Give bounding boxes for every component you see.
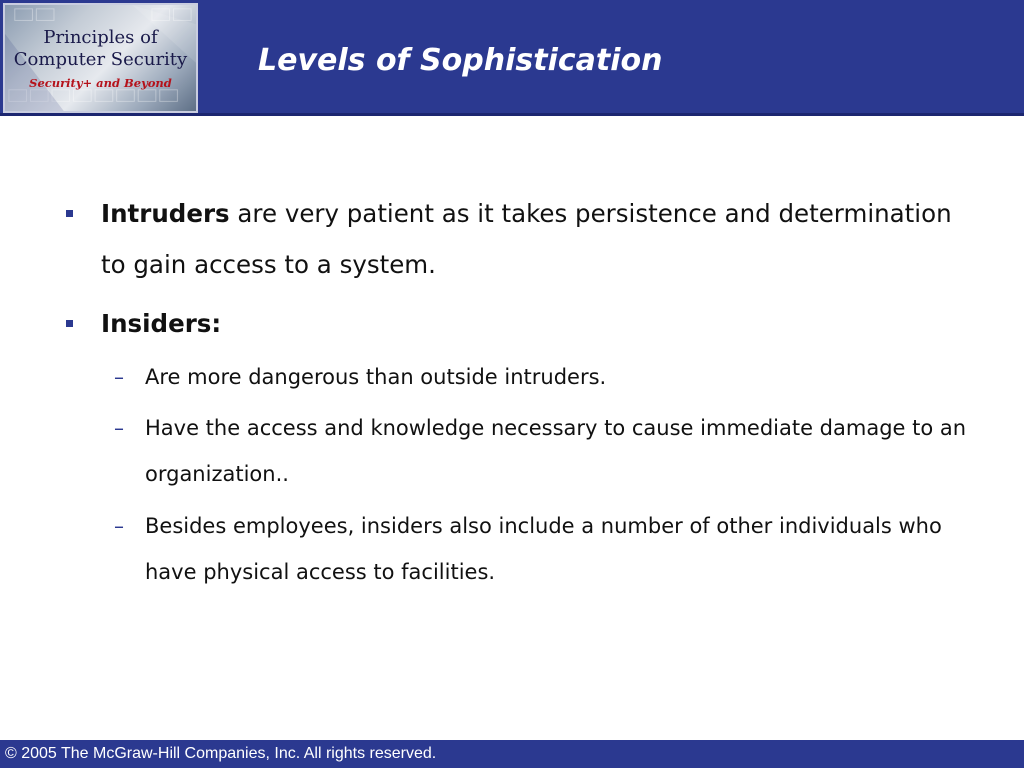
square-bullet-icon [66,320,73,327]
slide-title: Levels of Sophistication [258,43,663,78]
copyright-notice: © 2005 The McGraw-Hill Companies, Inc. All rights reserved. [5,745,437,762]
logo-title-line-2: Computer Security [13,49,188,70]
dash-bullet-icon: – [114,365,124,389]
sub-item: Are more dangerous than outside intruders. [145,365,607,389]
dash-bullet-icon: – [114,416,124,440]
bullet-insiders [101,298,981,349]
dash-bullet-icon: – [114,514,124,538]
sub-item: Besides employees, insiders also include a number of other individuals who have physical access to facilities. [145,514,942,584]
bullet-text: are very patient as it takes persistence and determination to gain access to a system. [101,199,952,279]
bullet-term: Intruders [101,199,230,228]
bullet-intruders [101,188,981,290]
square-bullet-icon [66,210,73,217]
footer-bar [0,740,1024,768]
bullet-term: Insiders: [101,309,222,338]
logo-title-line-1: Principles of [43,27,158,48]
logo-subtitle: Security+ and Beyond [29,76,172,90]
sub-item: Have the access and knowledge necessary to cause immediate damage to an organization.. [145,416,967,486]
